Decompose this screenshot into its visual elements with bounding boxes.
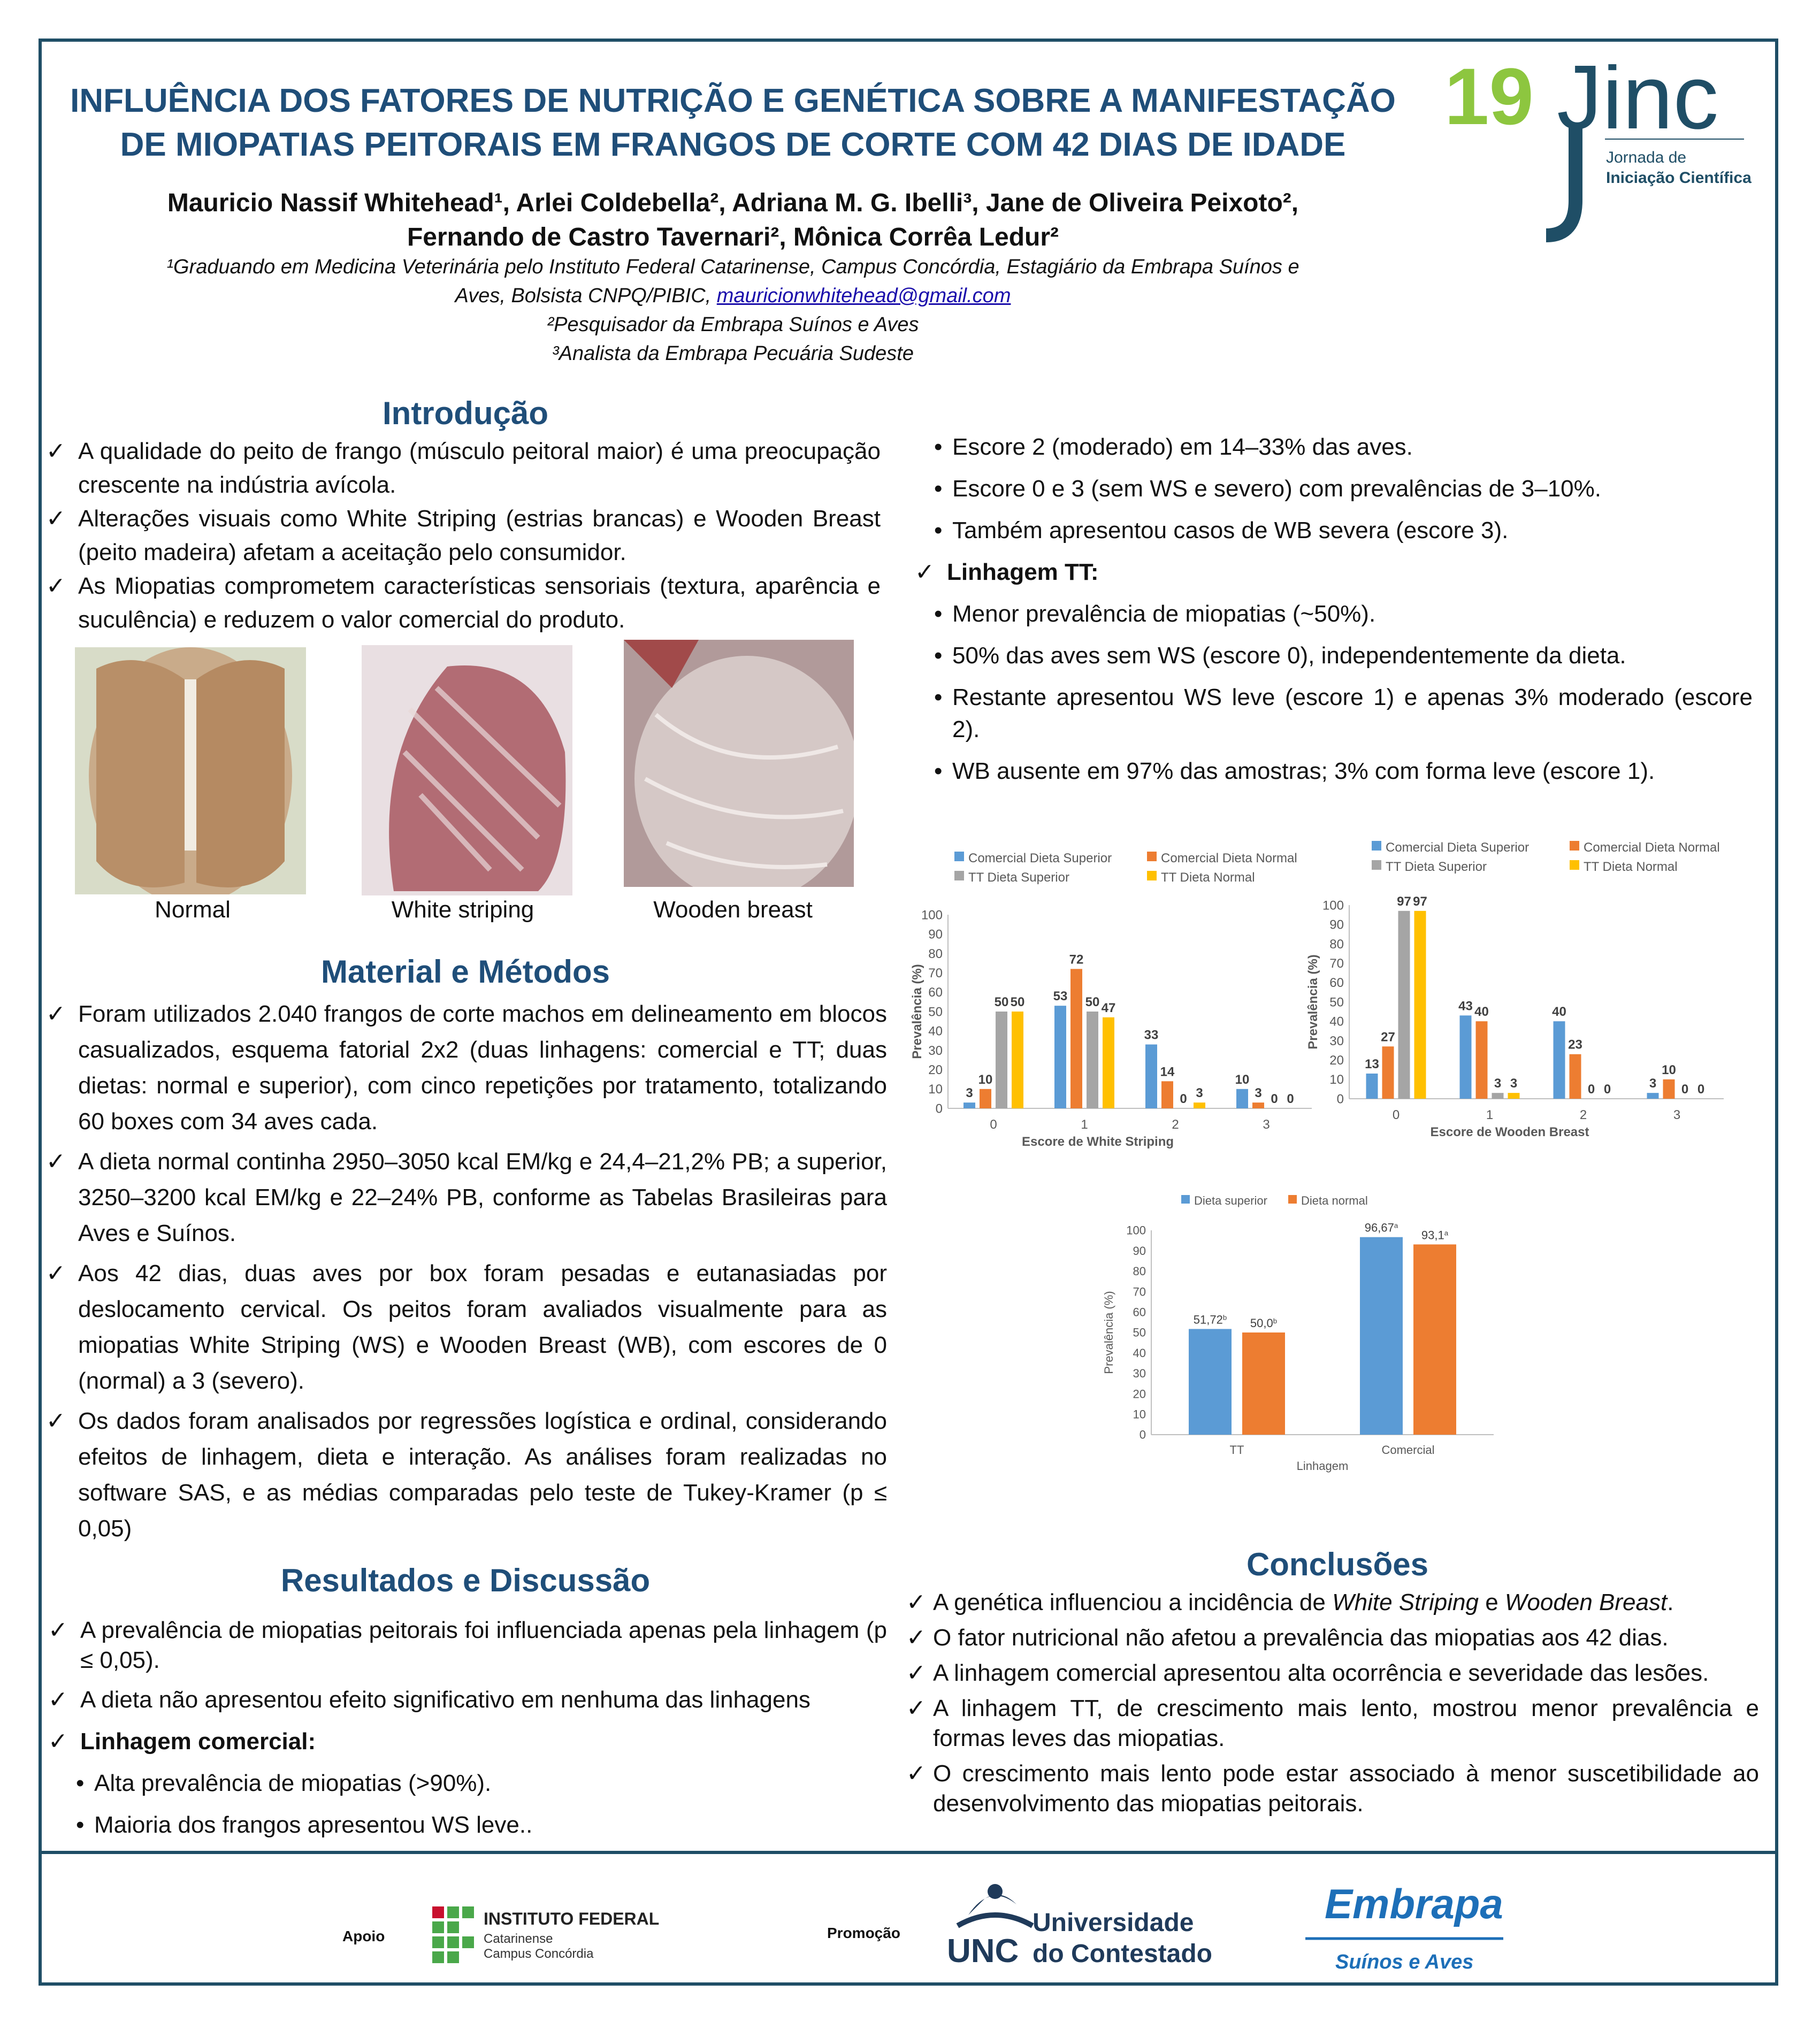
tt-bullet — [934, 755, 1753, 787]
data-label: 40 — [1474, 1005, 1489, 1020]
checkmark-icon: ✓ — [46, 1260, 66, 1286]
data-label: 0 — [1681, 1082, 1689, 1097]
legend-swatch — [954, 852, 964, 861]
tt-bullet — [934, 681, 1753, 746]
conclusion-item — [906, 1759, 1759, 1819]
x-axis-title: Linhagem — [1296, 1459, 1349, 1473]
bar — [1663, 1079, 1675, 1099]
y-tick-label: 90 — [1133, 1244, 1146, 1258]
checkmark-icon: ✓ — [48, 1617, 68, 1643]
bar — [1012, 1012, 1023, 1108]
embrapa-name: Embrapa — [1325, 1880, 1503, 1927]
bullet-icon: • — [934, 601, 943, 627]
y-tick-label: 0 — [935, 1101, 943, 1116]
y-tick-label: 0 — [1336, 1092, 1344, 1107]
bar — [1161, 1081, 1173, 1108]
bar — [1492, 1093, 1504, 1099]
bar — [1236, 1089, 1248, 1108]
bar — [996, 1012, 1007, 1108]
data-label: 33 — [1144, 1028, 1159, 1043]
methods-item-text: Os dados foram analisados por regressões logística e ordinal, considerando efeitos de linhagem, dieta e interação. As análises foram realizadas no software SAS, e as médias comparadas pelo teste de Tukey-Kramer (p ≤ 0,05) — [78, 1408, 887, 1542]
bar — [1360, 1237, 1403, 1435]
y-tick-label: 40 — [1329, 1014, 1344, 1029]
results-item-text: A dieta não apresentou efeito significativo em nenhuma das linhagens — [80, 1687, 810, 1713]
legend-label: Comercial Dieta Normal — [1584, 840, 1720, 855]
results-item — [48, 1685, 887, 1715]
data-label: 96,67$^a$ — [1364, 1221, 1398, 1235]
data-label: 97 — [1397, 894, 1411, 909]
if-name: INSTITUTO FEDERAL — [484, 1909, 660, 1928]
conclusion-1-end: . — [1667, 1589, 1674, 1615]
logo-letters: Jinc — [1557, 64, 1719, 148]
conclusions-list — [906, 1588, 1759, 1819]
unc-line-2: do Contestado — [1033, 1940, 1212, 1968]
results-list — [48, 1615, 887, 1840]
data-label: 47 — [1101, 1000, 1116, 1015]
methods-heading: Material e Métodos — [320, 954, 610, 990]
tt-bullet-text: WB ausente em 97% das amostras; 3% com forma leve (escore 1). — [952, 758, 1655, 784]
bar — [1189, 1329, 1232, 1435]
data-label-superscript: a — [1394, 1221, 1398, 1230]
y-tick-label: 80 — [928, 946, 943, 961]
data-label: 50 — [1010, 995, 1025, 1009]
affiliations — [48, 252, 1418, 368]
legend-label: Comercial Dieta Superior — [968, 851, 1112, 866]
y-tick-label: 50 — [1329, 995, 1344, 1010]
y-tick-label: 50 — [928, 1005, 943, 1020]
bar — [1570, 1054, 1581, 1099]
conclusion-item — [906, 1588, 1759, 1618]
data-label: 0 — [1271, 1092, 1278, 1106]
results-heading: Resultados e Discussão — [280, 1563, 651, 1598]
jinc-logo — [1444, 64, 1765, 246]
comercial-bullet-text: Maioria dos frangos apresentou WS leve.. — [94, 1812, 533, 1838]
legend-swatch — [1147, 871, 1157, 880]
bullet-icon: • — [934, 684, 943, 710]
conclusion-text: A linhagem TT, de crescimento mais lento, mostrou menor prevalência e formas leves das miopatias. — [933, 1695, 1759, 1751]
conclusions-heading: Conclusões — [1246, 1546, 1429, 1582]
intro-item-text: A qualidade do peito de frango (músculo peitoral maior) é uma preocupação crescente na indústria avícola. — [78, 438, 881, 498]
tt-label: Linhagem TT: — [947, 559, 1099, 585]
legend-swatch — [1372, 860, 1381, 870]
bar — [1252, 1102, 1264, 1108]
methods-item-text: A dieta normal continha 2950–3050 kcal EM/kg e 24,4–21,2% PB; a superior, 3250–3200 kcal EM/kg e 22–24% PB, conforme as Tabelas Brasileiras para Aves e Suínos. — [78, 1148, 887, 1246]
data-label: 0 — [1180, 1092, 1187, 1106]
y-tick-label: 100 — [1322, 898, 1344, 913]
comercial-label: Linhagem comercial: — [80, 1728, 316, 1755]
methods-item — [46, 1255, 887, 1399]
affil-line-2 — [48, 281, 1418, 310]
y-axis-title: Prevalência (%) — [910, 964, 924, 1059]
checkmark-icon: ✓ — [48, 1687, 68, 1713]
checkmark-icon: ✓ — [906, 1625, 926, 1651]
title-line-2: DE MIOPATIAS PEITORAIS EM FRANGOS DE CORTE COM 42 DIAS DE IDADE — [120, 126, 1346, 163]
data-label: 0 — [1587, 1082, 1595, 1097]
if-line-3: Campus Concórdia — [484, 1947, 594, 1961]
bar — [1070, 969, 1082, 1108]
bullet-icon: • — [934, 476, 943, 502]
data-label: 53 — [1053, 989, 1068, 1004]
y-tick-label: 30 — [1133, 1367, 1146, 1381]
data-label: 14 — [1160, 1064, 1175, 1079]
comercial-bullet — [76, 1810, 887, 1840]
data-label: 72 — [1069, 952, 1084, 967]
intro-item — [46, 434, 881, 502]
authors-line-2: Fernando de Castro Tavernari², Mônica Corrêa Ledur² — [407, 223, 1059, 251]
legend-label: TT Dieta Normal — [1584, 860, 1678, 874]
embrapa-sub: Suínos e Aves — [1335, 1951, 1474, 1973]
conclusion-text: A linhagem comercial apresentou alta ocorrência e severidade das lesões. — [933, 1660, 1709, 1686]
y-tick-label: 40 — [928, 1024, 943, 1039]
data-label: 3 — [1196, 1086, 1203, 1101]
data-label: 27 — [1381, 1030, 1395, 1045]
if-line-2: Catarinense — [484, 1932, 553, 1946]
bar — [1087, 1012, 1098, 1108]
apoio-label: Apoio — [342, 1928, 385, 1944]
tt-bullet-text: Menor prevalência de miopatias (~50%). — [952, 601, 1376, 627]
conclusion-item — [906, 1623, 1759, 1653]
y-tick-label: 30 — [928, 1043, 943, 1058]
bar — [1366, 1074, 1378, 1099]
tt-bullet-text: 50% das aves sem WS (escore 0), independentemente da dieta. — [952, 642, 1626, 669]
legend-label: TT Dieta Normal — [1161, 870, 1255, 885]
data-label: 3 — [1494, 1076, 1502, 1091]
x-tick-label: 1 — [1081, 1117, 1088, 1132]
logo-line-2: Iniciação Científica — [1606, 169, 1752, 187]
bar — [1382, 1046, 1394, 1099]
data-label: 51,72$^b$ — [1193, 1313, 1227, 1327]
methods-item-text: Foram utilizados 2.040 frangos de corte machos em delineamento em blocos casualizados, esquema fatorial 2x2 (duas linhagens: comercial e TT; duas dietas: normal e superior), com cinco repetições por tratamento, totalizando 60 boxes com 34 aves cada. — [78, 1001, 887, 1135]
bullet-icon: • — [934, 758, 943, 784]
chart-white-striping — [909, 845, 1316, 1166]
legend-swatch — [1372, 841, 1381, 851]
data-label: 0 — [1287, 1092, 1294, 1106]
comercial-bullet — [934, 431, 1753, 463]
legend-swatch — [1288, 1195, 1297, 1204]
checkmark-icon: ✓ — [906, 1660, 926, 1686]
y-tick-label: 70 — [1133, 1285, 1146, 1299]
methods-item — [46, 1144, 887, 1251]
results-item — [48, 1615, 887, 1675]
caption-wooden-breast: Wooden breast — [653, 897, 813, 923]
methods-item-text: Aos 42 dias, duas aves por box foram pesadas e eutanasiadas por deslocamento cervical. Os peitos foram avaliados visualmente para as miopatias White Striping (WS) e Wooden Breast (WB), com escores de 0 (normal) a 3 (severo). — [78, 1260, 887, 1394]
embrapa-logo — [1303, 1872, 1507, 1974]
results-item-text: A prevalência de miopatias peitorais foi influenciada apenas pela linhagem (p ≤ 0,05). — [80, 1617, 887, 1673]
y-tick-label: 90 — [1329, 917, 1344, 932]
y-tick-label: 100 — [1126, 1223, 1146, 1237]
comercial-bullet-text: Também apresentou casos de WB severa (escore 3). — [952, 517, 1509, 543]
checkmark-icon: ✓ — [46, 1001, 66, 1027]
legend-label: Dieta normal — [1301, 1194, 1368, 1207]
x-tick-label: 3 — [1673, 1108, 1681, 1122]
legend-swatch — [1147, 852, 1157, 861]
comercial-bullet — [934, 515, 1753, 547]
y-tick-label: 100 — [921, 908, 943, 923]
poster-title — [48, 79, 1418, 167]
comercial-bullet — [76, 1768, 887, 1798]
comercial-bullet — [934, 473, 1753, 505]
data-label: 10 — [978, 1072, 993, 1087]
data-label: 50 — [994, 995, 1009, 1009]
x-tick-label: 1 — [1486, 1108, 1494, 1122]
tt-bullet — [934, 640, 1753, 672]
caption-white-striping: White striping — [391, 897, 534, 923]
conclusion-item — [906, 1694, 1759, 1753]
unc-line-1: Universidade — [1033, 1909, 1194, 1937]
affil-line-3: ²Pesquisador da Embrapa Suínos e Aves — [547, 313, 919, 336]
data-label: 50,0$^b$ — [1250, 1316, 1278, 1330]
intro-list — [46, 434, 881, 637]
conclusion-1-mid: e — [1478, 1589, 1505, 1615]
results-right-list — [915, 431, 1753, 787]
bar — [1460, 1015, 1472, 1099]
bullet-icon: • — [934, 434, 943, 460]
footer-divider — [39, 1851, 1778, 1854]
bar — [963, 1102, 975, 1108]
tt-bullet — [934, 598, 1753, 630]
x-tick-label: 0 — [990, 1117, 997, 1132]
methods-list — [46, 996, 887, 1546]
y-tick-label: 60 — [1133, 1305, 1146, 1319]
methods-item — [46, 1403, 887, 1546]
affil-line-4: ³Analista da Embrapa Pecuária Sudeste — [552, 342, 914, 365]
x-tick-label: TT — [1229, 1443, 1244, 1457]
data-label: 97 — [1413, 894, 1427, 909]
intro-item-text: Alterações visuais como White Striping (estrias brancas) e Wooden Breast (peito madeira) afetam a aceitação pelo consumidor. — [78, 506, 881, 565]
checkmark-icon: ✓ — [906, 1589, 926, 1615]
y-tick-label: 10 — [1133, 1407, 1146, 1421]
data-label: 0 — [1697, 1082, 1705, 1097]
intro-item-text: As Miopatias comprometem características sensoriais (textura, aparência e suculência) e reduzem o valor comercial do produto. — [78, 573, 881, 633]
y-tick-label: 70 — [1329, 956, 1344, 971]
legend-label: TT Dieta Superior — [1386, 860, 1487, 874]
y-tick-label: 80 — [1133, 1265, 1146, 1278]
checkmark-icon: ✓ — [46, 1408, 66, 1434]
data-label: 40 — [1552, 1005, 1566, 1020]
data-label: 13 — [1365, 1056, 1379, 1071]
y-tick-label: 60 — [1329, 976, 1344, 991]
results-tt — [915, 556, 1753, 588]
y-tick-label: 10 — [1329, 1073, 1344, 1087]
y-tick-label: 20 — [928, 1063, 943, 1077]
chart-wooden-breast — [1305, 834, 1733, 1166]
y-tick-label: 60 — [928, 985, 943, 1000]
bar — [1414, 911, 1426, 1099]
x-tick-label: 2 — [1579, 1108, 1587, 1122]
unc-short: UNC — [947, 1933, 1019, 1969]
bar — [1054, 1006, 1066, 1108]
logo-line-1: Jornada de — [1606, 149, 1687, 166]
bar — [1398, 911, 1410, 1099]
conclusion-text: O crescimento mais lento pode estar associado à menor suscetibilidade ao desenvolvimento das miopatias peitorais. — [933, 1760, 1759, 1817]
legend-label: TT Dieta Superior — [968, 870, 1069, 885]
x-tick-label: 3 — [1263, 1117, 1270, 1132]
comercial-bullet-text: Alta prevalência de miopatias (>90%). — [94, 1770, 492, 1796]
y-axis-title: Prevalência (%) — [1102, 1291, 1115, 1374]
y-tick-label: 40 — [1133, 1346, 1146, 1360]
checkmark-icon: ✓ — [46, 573, 66, 599]
data-label: 93,1$^a$ — [1421, 1228, 1449, 1242]
data-label: 0 — [1603, 1082, 1611, 1097]
legend-swatch — [1570, 841, 1579, 851]
bullet-icon: • — [76, 1812, 85, 1838]
bar — [1508, 1093, 1520, 1099]
conclusion-text: O fator nutricional não afetou a prevalência das miopatias aos 42 dias. — [933, 1625, 1669, 1651]
author-email-link[interactable]: mauricionwhitehead@gmail.com — [716, 285, 1011, 307]
chart-linhagem — [1091, 1188, 1530, 1487]
data-label-superscript: b — [1222, 1313, 1227, 1321]
data-label: 3 — [966, 1086, 973, 1101]
checkmark-icon: ✓ — [46, 438, 66, 464]
data-label: 10 — [1662, 1062, 1676, 1077]
comercial-bullet-text: Escore 0 e 3 (sem WS e severo) com prevalências de 3–10%. — [952, 476, 1601, 502]
intro-heading: Introdução — [383, 395, 548, 431]
legend-label: Comercial Dieta Normal — [1161, 851, 1297, 866]
comercial-bullet-text: Escore 2 (moderado) em 14–33% das aves. — [952, 434, 1413, 460]
if-logo — [432, 1897, 668, 1966]
checkmark-icon: ✓ — [915, 559, 935, 585]
results-comercial — [48, 1727, 887, 1757]
bullet-icon: • — [934, 642, 943, 669]
y-tick-label: 90 — [928, 927, 943, 942]
y-tick-label: 30 — [1329, 1033, 1344, 1048]
conclusion-1-ws: White Striping — [1332, 1589, 1479, 1615]
bar — [1647, 1093, 1659, 1099]
x-axis-title: Escore de Wooden Breast — [1430, 1125, 1589, 1139]
bar — [1103, 1017, 1114, 1108]
data-label: 3 — [1510, 1076, 1518, 1091]
data-label: 50 — [1085, 995, 1100, 1009]
tt-bullet-text: Restante apresentou WS leve (escore 1) e apenas 3% moderado (escore 2). — [952, 684, 1753, 742]
photo-wooden-breast — [624, 640, 854, 887]
data-label: 23 — [1568, 1037, 1582, 1052]
bar — [1413, 1244, 1456, 1435]
data-label: 3 — [1255, 1086, 1262, 1101]
bar — [1476, 1021, 1488, 1099]
data-label-superscript: b — [1273, 1316, 1278, 1325]
legend-label: Comercial Dieta Superior — [1386, 840, 1530, 855]
bar — [980, 1089, 991, 1108]
bar — [1194, 1102, 1205, 1108]
y-tick-label: 70 — [928, 966, 943, 981]
photo-white-striping — [362, 645, 572, 895]
checkmark-icon: ✓ — [906, 1760, 926, 1787]
bar — [1554, 1021, 1565, 1099]
checkmark-icon: ✓ — [48, 1728, 68, 1755]
authors-line-1: Mauricio Nassif Whitehead¹, Arlei Coldebella², Adriana M. G. Ibelli³, Jane de Oliveira Peixoto², — [167, 189, 1299, 217]
x-axis-title: Escore de White Striping — [1021, 1135, 1174, 1149]
legend-swatch — [954, 871, 964, 880]
legend-swatch — [1570, 860, 1579, 870]
intro-item — [46, 569, 881, 637]
y-axis-title: Prevalência (%) — [1306, 954, 1320, 1050]
legend-swatch — [1181, 1195, 1190, 1204]
bullet-icon: • — [934, 517, 943, 543]
checkmark-icon: ✓ — [906, 1695, 926, 1721]
checkmark-icon: ✓ — [46, 506, 66, 532]
y-tick-label: 10 — [928, 1082, 943, 1097]
data-label: 3 — [1649, 1076, 1657, 1091]
bar — [1242, 1332, 1285, 1435]
intro-item — [46, 502, 881, 569]
caption-normal: Normal — [155, 897, 231, 923]
bullet-icon: • — [76, 1770, 85, 1796]
x-tick-label: Comercial — [1381, 1443, 1435, 1457]
y-tick-label: 20 — [1329, 1053, 1344, 1068]
authors — [48, 186, 1418, 255]
promocao-label: Promoção — [827, 1925, 900, 1941]
data-label-superscript: a — [1444, 1228, 1449, 1237]
x-tick-label: 2 — [1172, 1117, 1179, 1132]
methods-item — [46, 996, 887, 1139]
title-line-1: INFLUÊNCIA DOS FATORES DE NUTRIÇÃO E GENÉTICA SOBRE A MANIFESTAÇÃO — [70, 82, 1396, 119]
conclusion-item — [906, 1658, 1759, 1688]
checkmark-icon: ✓ — [46, 1148, 66, 1175]
conclusion-1-wb: Wooden Breast — [1504, 1589, 1668, 1615]
y-tick-label: 80 — [1329, 937, 1344, 952]
y-tick-label: 20 — [1133, 1387, 1146, 1401]
conclusion-1-pre: A genética influenciou a incidência de — [933, 1589, 1333, 1615]
legend-label: Dieta superior — [1194, 1194, 1267, 1207]
data-label: 10 — [1235, 1072, 1250, 1087]
affil-line-1: ¹Graduando em Medicina Veterinária pelo Instituto Federal Catarinense, Campus Concórdia, Estagiário da Embrapa Suínos e — [166, 256, 1299, 278]
logo-number: 19 — [1444, 64, 1534, 141]
affil-line-2-text: Aves, Bolsista CNPQ/PIBIC, — [455, 285, 717, 307]
unc-logo — [947, 1872, 1225, 1969]
bar — [1145, 1045, 1157, 1108]
y-tick-label: 0 — [1139, 1428, 1146, 1442]
photo-normal — [75, 647, 306, 894]
x-tick-label: 0 — [1392, 1108, 1400, 1122]
data-label: 43 — [1458, 999, 1473, 1014]
y-tick-label: 50 — [1133, 1326, 1146, 1339]
